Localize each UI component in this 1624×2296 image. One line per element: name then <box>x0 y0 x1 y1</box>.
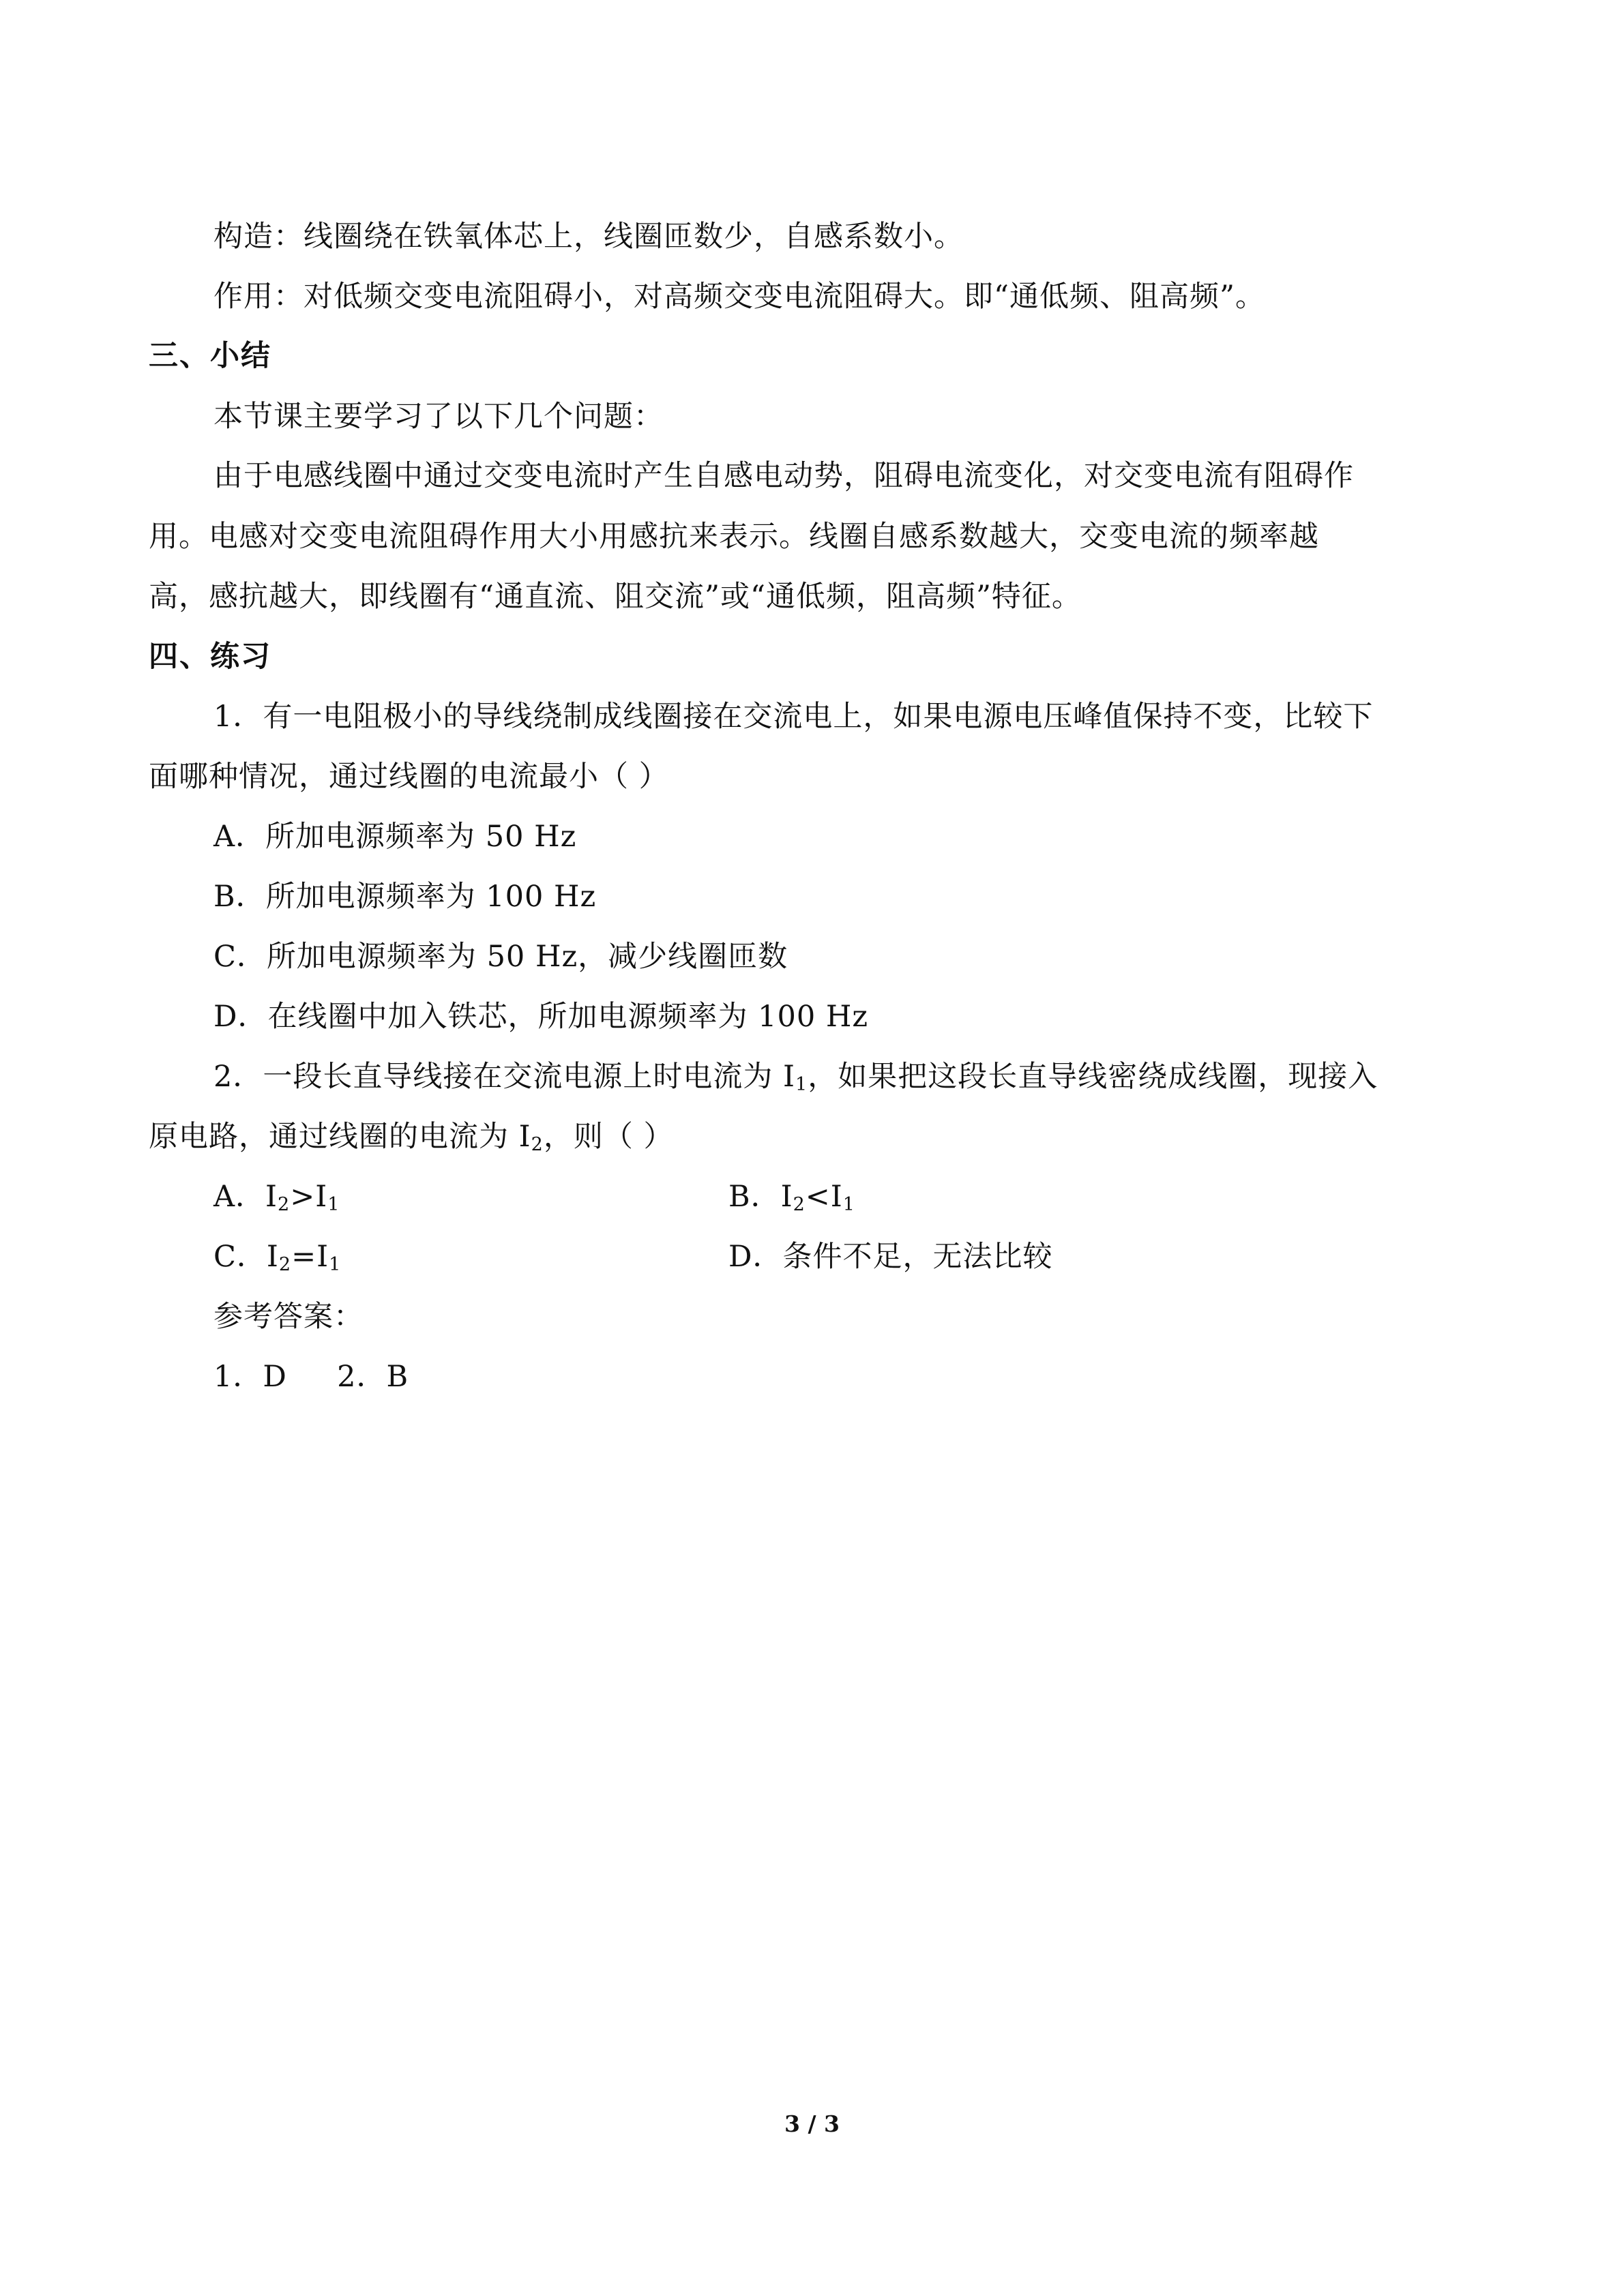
answers-label: 参考答案： <box>213 1300 364 1334</box>
section-heading-practice: 四、练习 <box>149 640 271 674</box>
question-1-option-c: C．所加电源频率为 50 Hz，减少线圈匝数 <box>213 940 788 974</box>
function-text: 作用：对低频交变电流阻碍小，对高频交变电流阻碍大。即“通低频、阻高频”。 <box>213 280 1265 314</box>
question-2-line-1: 2．一段长直导线接在交流电源上时电流为 $I_1$，如果把这段长直导线密绕成线圈，现接入 <box>213 1060 1378 1095</box>
section-heading-summary: 三、小结 <box>149 339 271 373</box>
summary-lead: 本节课主要学习了以下几个问题： <box>213 400 664 434</box>
structure-text: 构造：线圈绕在铁氧体芯上，线圈匝数少，自感系数小。 <box>213 220 964 254</box>
question-2-option-b: B．$I_2<I_1$ <box>728 1180 855 1215</box>
question-2-option-c: C．$I_2=I_1$ <box>213 1240 342 1275</box>
question-2-option-a: A．$I_2>I_1$ <box>213 1180 340 1215</box>
question-1-line-1: 1．有一电阻极小的导线绕制成线圈接在交流电上，如果电源电压峰值保持不变，比较下 <box>213 700 1374 734</box>
summary-paragraph-line-2: 用。电感对交变电流阻碍作用大小用感抗来表示。线圈自感系数越大，交变电流的频率越 <box>149 520 1319 554</box>
summary-paragraph-line-3: 高，感抗越大，即线圈有“通直流、阻交流”或“通低频，阻高频”特征。 <box>149 580 1082 614</box>
answers-text: 1．D 2．B <box>213 1360 409 1394</box>
question-1-option-a: A．所加电源频率为 50 Hz <box>213 820 577 854</box>
question-2-option-d: D．条件不足，无法比较 <box>728 1240 1053 1274</box>
page-number: 3 / 3 <box>784 2111 840 2137</box>
summary-paragraph-line-1: 由于电感线圈中通过交变电流时产生自感电动势，阻碍电流变化，对交变电流有阻碍作 <box>213 459 1354 493</box>
question-1-option-d: D．在线圈中加入铁芯，所加电源频率为 100 Hz <box>213 1000 869 1034</box>
question-2-line-2: 原电路，通过线圈的电流为 $I_2$，则（ ） <box>149 1120 674 1155</box>
question-1-option-b: B．所加电源频率为 100 Hz <box>213 880 597 914</box>
question-1-line-2: 面哪种情况，通过线圈的电流最小（ ） <box>149 760 669 794</box>
